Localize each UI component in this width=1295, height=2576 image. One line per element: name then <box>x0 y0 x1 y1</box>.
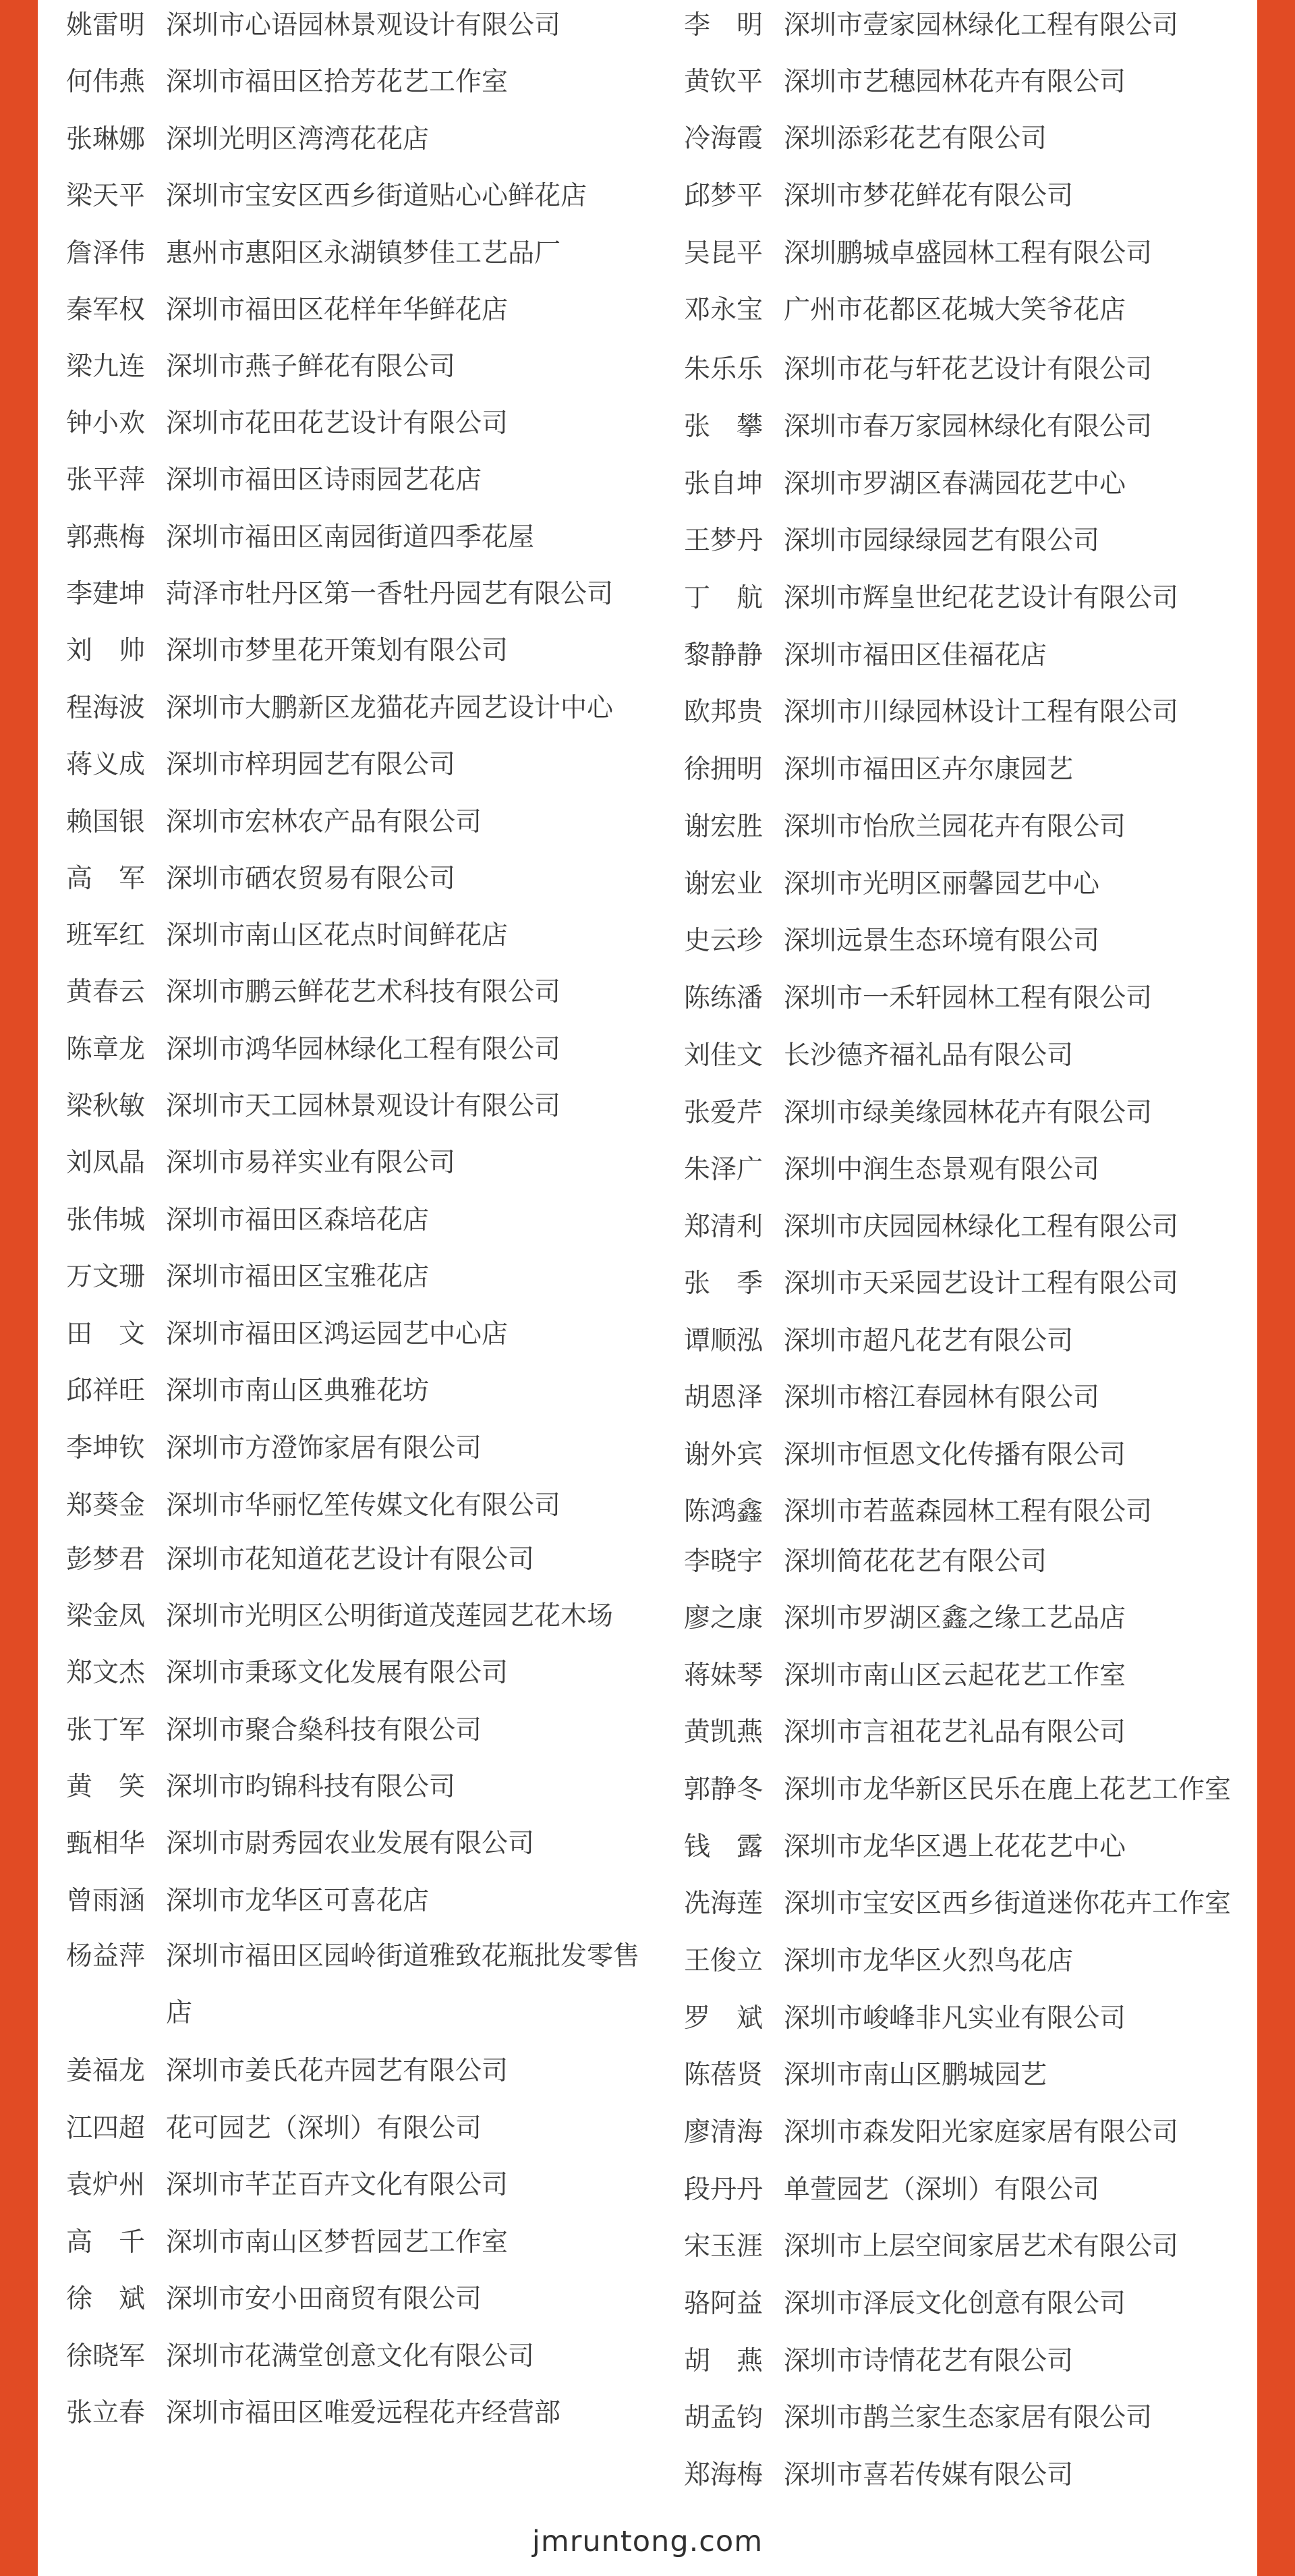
person-name: 曾雨涵 <box>66 1886 146 1916</box>
person-name: 陈章龙 <box>66 1034 146 1065</box>
company-name: 深圳市诗情花艺有限公司 <box>784 2346 1074 2376</box>
company-name: 深圳市福田区鸿运园艺中心店 <box>166 1319 509 1349</box>
person-name: 彭梦君 <box>66 1544 146 1575</box>
list-item <box>66 1599 613 1634</box>
person-name: 秦军权 <box>66 295 146 325</box>
person-name: 段丹丹 <box>684 2175 764 2205</box>
person-name: 何伟燕 <box>66 67 146 97</box>
person-name: 江四超 <box>66 2113 146 2144</box>
person-name: 程海波 <box>66 693 146 723</box>
list-item <box>66 1939 652 2042</box>
person-name: 廖清海 <box>684 2117 764 2148</box>
company-name: 深圳市梓玥园艺有限公司 <box>166 750 456 780</box>
person-name: 徐拥明 <box>684 754 764 785</box>
company-name: 深圳市秉琢文化发展有限公司 <box>166 1658 509 1688</box>
list-item <box>684 1658 1126 1693</box>
person-name: 史云珍 <box>684 926 764 956</box>
person-name: 丁 航 <box>684 583 764 613</box>
company-name: 菏泽市牡丹区第一香牡丹园艺有限公司 <box>166 579 614 609</box>
company-name: 深圳市宝安区西乡街道迷你花卉工作室 <box>784 1888 1232 1919</box>
person-name: 谭顺泓 <box>684 1326 764 1356</box>
company-name: 深圳添彩花艺有限公司 <box>784 123 1047 154</box>
company-name: 深圳市若蓝森园林工程有限公司 <box>784 1496 1153 1527</box>
company-name: 深圳市龙华区火烈鸟花店 <box>784 1946 1074 1976</box>
company-name: 深圳市南山区典雅花坊 <box>166 1376 430 1406</box>
list-item <box>684 752 1073 787</box>
company-name: 深圳市福田区花样年华鲜花店 <box>166 295 509 325</box>
list-item <box>684 1210 1178 1245</box>
person-name: 张平萍 <box>66 465 146 495</box>
company-name: 惠州市惠阳区永湖镇梦佳工艺品厂 <box>166 238 561 269</box>
list-item <box>684 867 1099 902</box>
person-name: 徐 斌 <box>66 2284 146 2314</box>
list-item <box>66 1146 455 1181</box>
list-item <box>684 1096 1152 1131</box>
footer-watermark: jmruntong.com <box>531 2525 764 2558</box>
person-name: 罗 斌 <box>684 2003 764 2034</box>
list-item <box>684 1038 1073 1073</box>
company-name: 深圳市硒农贸易有限公司 <box>166 864 456 894</box>
list-item <box>66 577 613 612</box>
person-name: 詹泽伟 <box>66 238 146 269</box>
company-name: 深圳市易祥实业有限公司 <box>166 1148 456 1178</box>
company-name: 单萱园艺（深圳）有限公司 <box>784 2175 1100 2205</box>
list-item <box>684 2287 1126 2322</box>
person-name: 钱 露 <box>684 1832 764 1862</box>
list-item <box>684 1266 1178 1301</box>
company-name: 深圳市南山区云起花艺工作室 <box>784 1660 1126 1691</box>
company-name: 深圳市鹊兰家生态家居有限公司 <box>784 2403 1153 2433</box>
person-name: 邱祥旺 <box>66 1376 146 1406</box>
list-item <box>684 638 1047 673</box>
company-name: 深圳市宏林农产品有限公司 <box>166 807 482 837</box>
company-name: 深圳市南山区梦哲园艺工作室 <box>166 2227 509 2258</box>
company-name: 深圳市南山区花点时间鲜花店 <box>166 920 509 951</box>
person-name: 黎静静 <box>684 640 764 671</box>
company-name: 深圳市花田花艺设计有限公司 <box>166 408 509 439</box>
person-name: 张 攀 <box>684 412 764 442</box>
person-name: 张 季 <box>684 1268 764 1299</box>
company-name: 深圳市方澄饰家居有限公司 <box>166 1433 482 1463</box>
person-name: 郭燕梅 <box>66 522 146 553</box>
person-name: 谢宏业 <box>684 869 764 899</box>
person-name: 胡恩泽 <box>684 1382 764 1413</box>
company-name: 深圳市南山区鹏城园艺 <box>784 2060 1047 2090</box>
person-name: 梁秋敏 <box>66 1091 146 1121</box>
company-name: 深圳市恒恩文化传播有限公司 <box>784 1440 1126 1470</box>
person-name: 杨益萍 <box>66 1941 146 1971</box>
company-name: 深圳市福田区拾芳花艺工作室 <box>166 67 509 97</box>
person-name: 张伟城 <box>66 1205 146 1235</box>
person-name: 赖国银 <box>66 807 146 837</box>
list-item <box>684 1494 1152 1530</box>
person-name: 张爱芹 <box>684 1098 764 1128</box>
person-name: 李建坤 <box>66 579 146 609</box>
company-name: 深圳市安小田商贸有限公司 <box>166 2284 482 2314</box>
list-item <box>66 2396 560 2431</box>
company-name: 深圳市川绿园林设计工程有限公司 <box>784 697 1179 727</box>
company-name: 深圳市天工园林景观设计有限公司 <box>166 1091 561 1121</box>
list-item <box>684 1544 1047 1579</box>
company-name: 深圳市鹏云鲜花艺术科技有限公司 <box>166 977 561 1007</box>
company-name: 深圳市福田区卉尔康园艺 <box>784 754 1074 785</box>
list-item <box>66 1884 429 1919</box>
person-name: 甄相华 <box>66 1828 146 1859</box>
list-item <box>66 748 455 783</box>
list-item <box>66 2339 534 2374</box>
list-item <box>684 467 1126 502</box>
list-item <box>684 1601 1126 1636</box>
person-name: 黄凯燕 <box>684 1717 764 1747</box>
company-name: 深圳市心语园林景观设计有限公司 <box>166 10 561 40</box>
list-item <box>684 2458 1073 2493</box>
person-name: 蒋妹琴 <box>684 1660 764 1691</box>
list-item <box>66 2111 482 2146</box>
company-name: 花可园艺（深圳）有限公司 <box>166 2113 482 2144</box>
company-name: 深圳市罗湖区鑫之缘工艺品店 <box>784 1603 1126 1633</box>
list-item <box>684 65 1126 100</box>
list-item <box>66 1374 429 1409</box>
list-item <box>684 1152 1099 1187</box>
company-name: 深圳市辉皇世纪花艺设计有限公司 <box>784 583 1179 613</box>
person-name: 李坤钦 <box>66 1433 146 1463</box>
list-item <box>684 981 1152 1016</box>
content-panel <box>38 0 1257 2576</box>
company-name: 深圳市福田区南园街道四季花屋 <box>166 522 535 553</box>
person-name: 刘佳文 <box>684 1040 764 1071</box>
person-name: 冼海莲 <box>684 1888 764 1919</box>
company-name: 深圳市大鹏新区龙猫花卉园艺设计中心 <box>166 693 614 723</box>
person-name: 钟小欢 <box>66 408 146 439</box>
company-name: 深圳市绿美缘园林花卉有限公司 <box>784 1098 1153 1128</box>
company-name: 深圳光明区湾湾花花店 <box>166 124 430 155</box>
company-name: 深圳市福田区宝雅花店 <box>166 1262 430 1292</box>
person-name: 张立春 <box>66 2398 146 2428</box>
list-item <box>66 122 429 157</box>
person-name: 朱乐乐 <box>684 354 764 385</box>
company-name: 深圳市春万家园林绿化有限公司 <box>784 412 1153 442</box>
person-name: 王俊立 <box>684 1946 764 1976</box>
list-item <box>66 406 508 441</box>
person-name: 谢宏胜 <box>684 812 764 842</box>
person-name: 陈鸿鑫 <box>684 1496 764 1527</box>
list-item <box>684 410 1152 445</box>
list-item <box>684 1380 1099 1416</box>
person-name: 蒋义成 <box>66 750 146 780</box>
person-name: 邱梦平 <box>684 181 764 211</box>
list-item <box>684 1324 1073 1359</box>
list-item <box>66 975 560 1010</box>
list-item <box>684 236 1152 271</box>
person-name: 黄春云 <box>66 977 146 1007</box>
person-name: 郑海梅 <box>684 2460 764 2490</box>
person-name: 高 军 <box>66 864 146 894</box>
person-name: 胡孟钧 <box>684 2403 764 2433</box>
person-name: 张自坤 <box>684 469 764 499</box>
list-item <box>66 1089 560 1124</box>
company-name: 深圳市福田区森培花店 <box>166 1205 430 1235</box>
company-name: 深圳市言祖花艺礼品有限公司 <box>784 1717 1126 1747</box>
list-item <box>66 349 455 385</box>
list-item <box>684 2001 1126 2036</box>
person-name: 黄钦平 <box>684 67 764 97</box>
company-name: 深圳市园绿绿园艺有限公司 <box>784 526 1100 556</box>
person-name: 胡 燕 <box>684 2346 764 2376</box>
company-name: 深圳市宝安区西乡街道贴心心鲜花店 <box>166 181 587 211</box>
list-item <box>684 1772 1231 1808</box>
person-name: 姚雷明 <box>66 10 146 40</box>
list-item <box>684 1438 1126 1473</box>
list-item <box>66 2282 482 2317</box>
person-name: 廖之康 <box>684 1603 764 1633</box>
company-name: 深圳市天采园艺设计工程有限公司 <box>784 1268 1179 1299</box>
list-item <box>66 463 482 498</box>
company-name: 深圳市罗湖区春满园花艺中心 <box>784 469 1126 499</box>
company-name: 深圳市森发阳光家庭家居有限公司 <box>784 2117 1179 2148</box>
company-name: 深圳市聚合燊科技有限公司 <box>166 1715 482 1745</box>
person-name: 黄 笑 <box>66 1772 146 1802</box>
person-name: 谢外宾 <box>684 1440 764 1470</box>
list-item <box>66 520 534 555</box>
list-item <box>66 1826 534 1861</box>
person-name: 万文珊 <box>66 1262 146 1292</box>
company-name: 深圳市花满堂创意文化有限公司 <box>166 2341 535 2372</box>
list-item <box>66 805 482 840</box>
company-name: 深圳市福田区佳福花店 <box>784 640 1047 671</box>
company-name: 深圳市梦里花开策划有限公司 <box>166 636 509 666</box>
list-item <box>66 1713 482 1748</box>
company-name: 深圳市榕江春园林有限公司 <box>784 1382 1100 1413</box>
company-name: 深圳市一禾轩园林工程有限公司 <box>784 983 1153 1013</box>
list-item <box>66 1203 429 1238</box>
company-name: 深圳市芊芷百卉文化有限公司 <box>166 2170 509 2200</box>
list-item <box>684 2229 1178 2264</box>
list-item <box>66 1770 455 1805</box>
company-name: 深圳市昀锦科技有限公司 <box>166 1772 456 1802</box>
company-name: 深圳中润生态景观有限公司 <box>784 1154 1100 1185</box>
list-item <box>684 179 1073 214</box>
person-name: 郭静冬 <box>684 1774 764 1805</box>
person-name: 骆阿益 <box>684 2289 764 2319</box>
person-name: 王梦丹 <box>684 526 764 556</box>
company-name: 深圳市梦花鲜花有限公司 <box>784 181 1074 211</box>
list-item <box>684 524 1099 559</box>
company-name: 深圳市艺穗园林花卉有限公司 <box>784 67 1126 97</box>
person-name: 徐晓军 <box>66 2341 146 2372</box>
person-name: 李 明 <box>684 10 764 40</box>
list-item <box>66 1542 534 1577</box>
person-name: 郑清利 <box>684 1212 764 1242</box>
list-item <box>684 2344 1073 2379</box>
list-item <box>684 581 1178 616</box>
list-item <box>684 2115 1178 2150</box>
person-name: 高 千 <box>66 2227 146 2258</box>
company-name: 深圳市光明区公明街道茂莲园艺花木场 <box>166 1601 614 1631</box>
list-item <box>66 2168 508 2203</box>
company-name: 深圳市龙华区遇上花花艺中心 <box>784 1832 1126 1862</box>
person-name: 冷海霞 <box>684 123 764 154</box>
person-name: 吴昆平 <box>684 238 764 269</box>
person-name: 袁炉州 <box>66 2170 146 2200</box>
person-name: 欧邦贵 <box>684 697 764 727</box>
list-item <box>66 1032 560 1067</box>
person-name: 朱泽广 <box>684 1154 764 1185</box>
list-item <box>684 293 1126 328</box>
person-name: 宋玉涯 <box>684 2231 764 2262</box>
company-name: 深圳市庆园园林绿化工程有限公司 <box>784 1212 1179 1242</box>
person-name: 郑文杰 <box>66 1658 146 1688</box>
person-name: 梁金凤 <box>66 1601 146 1631</box>
list-item <box>66 1431 482 1466</box>
list-item <box>684 121 1047 157</box>
person-name: 李晓宇 <box>684 1546 764 1577</box>
list-item <box>684 1944 1073 1979</box>
company-name: 深圳市上层空间家居艺术有限公司 <box>784 2231 1179 2262</box>
list-item <box>66 691 613 726</box>
list-item <box>66 65 508 100</box>
company-name: 深圳远景生态环境有限公司 <box>784 926 1100 956</box>
company-name: 深圳市光明区丽馨园艺中心 <box>784 869 1100 899</box>
person-name: 张丁军 <box>66 1715 146 1745</box>
person-name: 刘 帅 <box>66 636 146 666</box>
list-item <box>66 2054 508 2089</box>
company-name: 深圳市怡欣兰园花卉有限公司 <box>784 812 1126 842</box>
company-name: 深圳市龙华新区民乐在鹿上花艺工作室 <box>784 1774 1232 1805</box>
company-name: 深圳市华丽忆笙传媒文化有限公司 <box>166 1490 561 1521</box>
person-name: 郑葵金 <box>66 1490 146 1521</box>
list-item <box>684 352 1152 387</box>
person-name: 张琳娜 <box>66 124 146 155</box>
list-item <box>66 293 508 328</box>
company-name: 深圳市喜若传媒有限公司 <box>784 2460 1074 2490</box>
list-item <box>66 862 455 897</box>
company-name: 深圳市福田区园岭街道雅致花瓶批发零售店 <box>166 1941 640 2028</box>
list-item <box>684 1886 1231 1922</box>
person-name: 田 文 <box>66 1319 146 1349</box>
list-item <box>66 634 508 669</box>
company-name: 深圳鹏城卓盛园林工程有限公司 <box>784 238 1153 269</box>
list-item <box>66 1488 560 1523</box>
person-name: 梁九连 <box>66 352 146 382</box>
list-item <box>66 8 560 43</box>
company-name: 深圳市姜氏花卉园艺有限公司 <box>166 2056 509 2086</box>
company-name: 深圳市鸿华园林绿化工程有限公司 <box>166 1034 561 1065</box>
company-name: 深圳市超凡花艺有限公司 <box>784 1326 1074 1356</box>
list-item <box>684 1715 1126 1750</box>
list-item <box>66 1656 508 1691</box>
list-item <box>684 8 1178 43</box>
person-name: 梁天平 <box>66 181 146 211</box>
company-name: 深圳市福田区唯爱远程花卉经营部 <box>166 2398 561 2428</box>
person-name: 陈练潘 <box>684 983 764 1013</box>
company-name: 深圳市龙华区可喜花店 <box>166 1886 430 1916</box>
company-name: 深圳市泽辰文化创意有限公司 <box>784 2289 1126 2319</box>
company-name: 深圳简花花艺有限公司 <box>784 1546 1047 1577</box>
company-name: 深圳市峻峰非凡实业有限公司 <box>784 2003 1126 2034</box>
list-item <box>684 2173 1099 2208</box>
list-item <box>684 924 1099 959</box>
person-name: 刘凤晶 <box>66 1148 146 1178</box>
company-name: 深圳市福田区诗雨园艺花店 <box>166 465 482 495</box>
list-item <box>66 1260 429 1295</box>
list-item <box>66 179 587 214</box>
company-name: 深圳市燕子鲜花有限公司 <box>166 352 456 382</box>
company-name: 深圳市花知道花艺设计有限公司 <box>166 1544 535 1575</box>
list-item <box>684 2401 1152 2436</box>
company-name: 广州市花都区花城大笑爷花店 <box>784 295 1126 325</box>
list-item <box>684 810 1126 845</box>
person-name: 邓永宝 <box>684 295 764 325</box>
person-name: 姜福龙 <box>66 2056 146 2086</box>
list-item <box>684 1830 1126 1865</box>
list-item <box>684 695 1178 730</box>
list-item <box>684 2058 1047 2093</box>
company-name: 长沙德齐福礼品有限公司 <box>784 1040 1074 1071</box>
person-name: 班军红 <box>66 920 146 951</box>
list-item <box>66 1317 508 1352</box>
company-name: 深圳市尉秀园农业发展有限公司 <box>166 1828 535 1859</box>
list-item <box>66 918 508 953</box>
company-name: 深圳市壹家园林绿化工程有限公司 <box>784 10 1179 40</box>
company-name: 深圳市花与轩花艺设计有限公司 <box>784 354 1153 385</box>
person-name: 陈蓓贤 <box>684 2060 764 2090</box>
list-item <box>66 236 560 271</box>
list-item <box>66 2225 508 2260</box>
